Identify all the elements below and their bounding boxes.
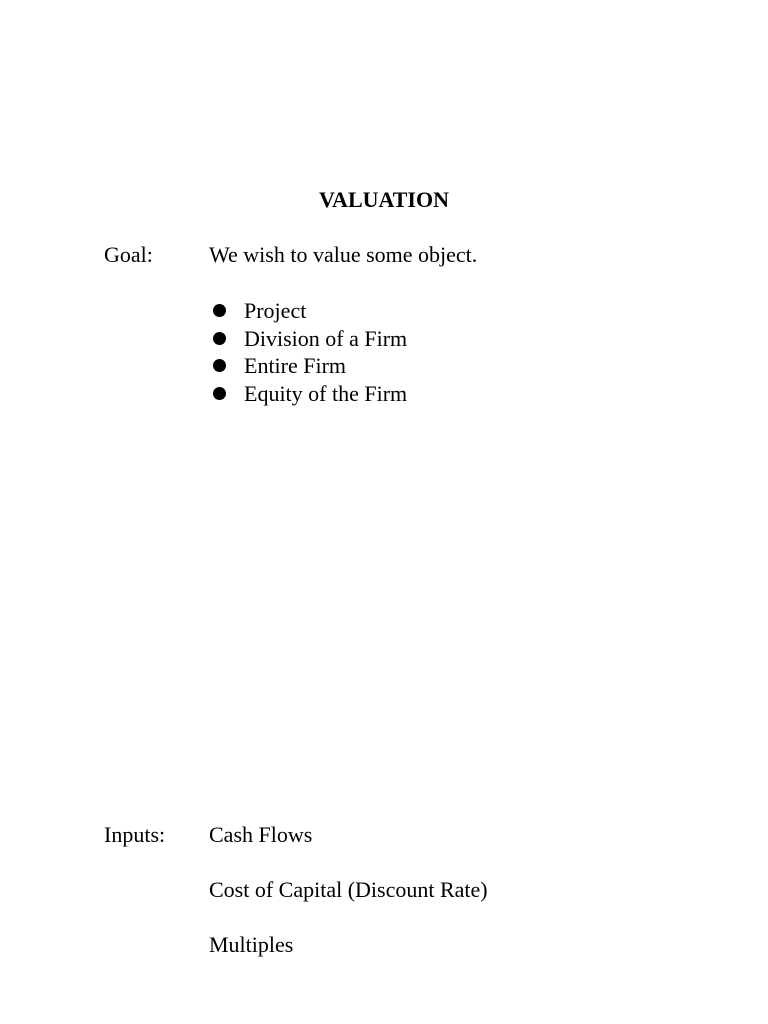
bullet-label: Entire Firm <box>244 353 347 378</box>
bullet-item-division <box>209 325 407 353</box>
bullet-label: Project <box>244 298 307 323</box>
bullet-icon <box>213 359 226 372</box>
goal-bullet-list <box>209 297 407 407</box>
bullet-label: Equity of the Firm <box>244 380 408 406</box>
bullet-item-equity <box>209 380 407 408</box>
input-item-cash-flows: Cash Flows <box>209 822 313 847</box>
input-item-multiples: Multiples <box>209 932 294 957</box>
bullet-item-project <box>209 297 407 325</box>
bullet-icon <box>213 387 226 400</box>
bullet-item-entire-firm <box>209 352 407 380</box>
goal-text: We wish to value some object. <box>209 242 478 267</box>
bullet-label: Division of a Firm <box>244 325 408 351</box>
bullet-icon <box>213 332 226 345</box>
input-item-cost-of-capital: Cost of Capital (Discount Rate) <box>209 877 488 902</box>
bullet-icon <box>213 304 226 317</box>
inputs-label: Inputs: <box>104 822 166 847</box>
page-title: VALUATION <box>319 187 449 212</box>
goal-label: Goal: <box>104 242 153 267</box>
